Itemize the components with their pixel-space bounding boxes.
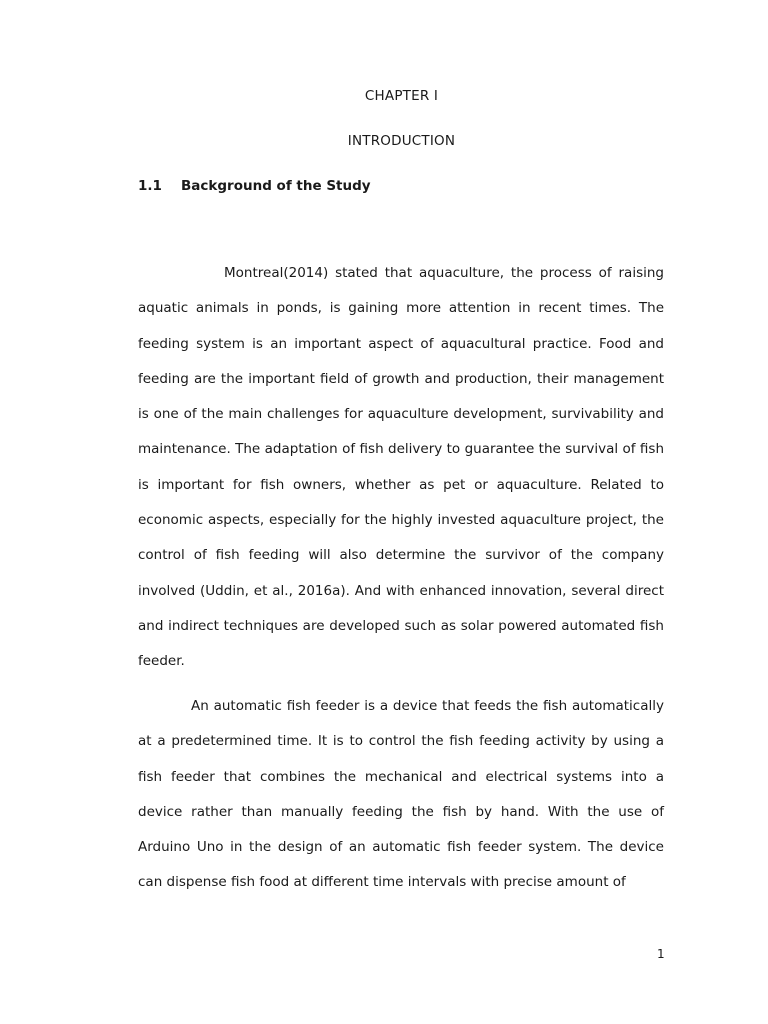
section-title: Background of the Study (181, 178, 371, 194)
section-number: 1.1 (138, 178, 162, 194)
page-number: 1 (657, 947, 665, 961)
section-heading (138, 178, 371, 194)
chapter-label: CHAPTER I (364, 88, 439, 104)
chapter-title: INTRODUCTION (347, 133, 456, 149)
paragraph: Montreal(2014) stated that aquaculture, the process of raising aquatic animals in ponds, is gaining more attention in recent times. The feeding system is an important aspect of aquacultural practice. Food and feeding are the important field of growth and production, their management is one of the main challenges for aquaculture development, survivability and maintenance. The adaptation of fish delivery to guarantee the survival of fish is important for fish owners, whether as pet or aquaculture. Related to economic aspects, especially for the highly invested aquaculture project, the control of fish feeding will also determine the survivor of the company involved (Uddin, et al., 2016a). And with enhanced innovation, several direct and indirect techniques are developed such as solar powered automated fish feeder. (138, 265, 664, 670)
paragraph: An automatic fish feeder is a device that feeds the fish automatically at a predetermined time. It is to control the fish feeding activity by using a fish feeder that combines the mechanical and electrical systems into a device rather than manually feeding the fish by hand. With the use of Arduino Uno in the design of an automatic fish feeder system. The device can dispense fish food at different time intervals with precise amount of (138, 698, 664, 891)
